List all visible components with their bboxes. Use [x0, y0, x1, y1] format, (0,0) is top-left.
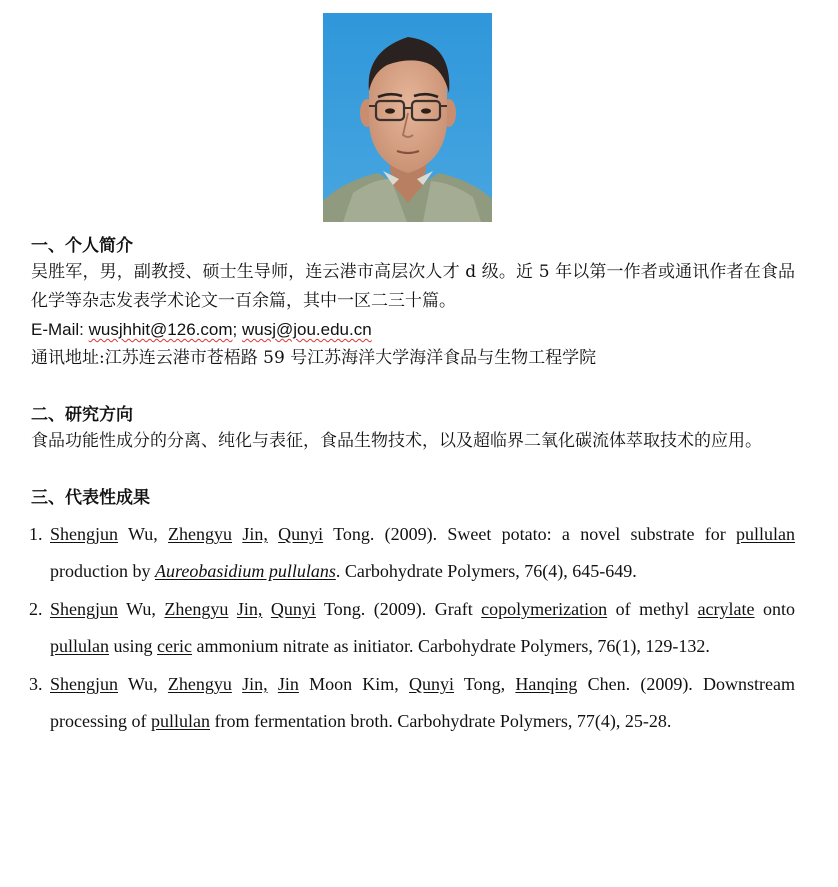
email-line	[31, 316, 795, 344]
publication-text: Tong,	[454, 674, 516, 694]
publication-item	[31, 591, 795, 665]
author-name: Zhengyu	[168, 524, 233, 544]
flagged-word: acrylate	[697, 599, 755, 619]
flagged-word: copolymerization	[481, 599, 608, 619]
bio-text: 吴胜军，男，副教授、硕士生导师，连云港市高层次人才 d 级。近 5 年以第一作者或通讯作者在食品化学等杂志发表学术论文一百余篇，其中一区二三十篇。	[31, 262, 795, 311]
publication-text	[232, 524, 242, 544]
publication-text	[268, 674, 278, 694]
flagged-word: pullulan	[736, 524, 796, 544]
publication-text: Wu,	[118, 674, 168, 694]
publication-text: . Carbohydrate Polymers, 76(4), 645-649.	[335, 561, 637, 581]
profile-content	[31, 234, 795, 741]
publication-text: using	[109, 636, 158, 656]
address-text: 江苏连云港市苍梧路 59 号江苏海洋大学海洋食品与生物工程学院	[104, 348, 597, 368]
publication-item	[31, 666, 795, 740]
profile-photo	[323, 13, 492, 222]
email-separator: ;	[232, 320, 242, 339]
publication-text: production by	[50, 561, 155, 581]
publication-text: Tong. (2009). Graft	[315, 599, 482, 619]
author-name: Jin,	[236, 599, 263, 619]
publication-text: ammonium nitrate as initiator. Carbohydrate Polymers, 76(1), 129-132.	[191, 636, 710, 656]
flagged-word: ceric	[157, 636, 192, 656]
publication-text: of methyl	[607, 599, 698, 619]
author-name: Hanqing	[515, 674, 578, 694]
portrait-image	[323, 13, 492, 222]
email-link-1[interactable]: wusjhhit@126.com	[88, 320, 233, 339]
author-name: Zhengyu	[167, 674, 232, 694]
publication-text	[268, 524, 278, 544]
flagged-word: pullulan	[50, 636, 109, 656]
publication-text	[228, 599, 236, 619]
publication-item	[31, 516, 795, 590]
species-name: Aureobasidium pullulans	[155, 561, 336, 581]
section-title-achievements: 三、代表性成果	[31, 488, 150, 508]
email-link-2[interactable]: wusj@jou.edu.cn	[241, 320, 372, 339]
publication-text: Tong. (2009). Sweet potato: a novel substrate for	[323, 524, 737, 544]
publication-text: from fermentation broth. Carbohydrate Polymers, 77(4), 25-28.	[209, 711, 672, 731]
address-line	[31, 344, 795, 373]
address-label: 通讯地址:	[31, 348, 105, 368]
author-name: Jin	[277, 674, 299, 694]
publication-text: Wu,	[118, 599, 165, 619]
section-title-profile: 一、个人简介	[31, 236, 133, 256]
author-name: Qunyi	[270, 599, 316, 619]
publication-text: onto	[754, 599, 795, 619]
author-name: Jin,	[242, 524, 268, 544]
publication-text: Chen. (2009). Downstream processing of	[50, 674, 796, 731]
author-name: Shengjun	[50, 524, 119, 544]
author-name: Shengjun	[50, 599, 119, 619]
publication-number: 2.	[29, 599, 43, 619]
email-label: E-Mail:	[31, 320, 89, 339]
publication-list	[31, 516, 795, 740]
publication-text	[232, 674, 242, 694]
publication-text: Wu,	[118, 524, 169, 544]
author-name: Qunyi	[409, 674, 455, 694]
publication-text	[262, 599, 270, 619]
section-title-research: 二、研究方向	[31, 405, 133, 425]
author-name: Shengjun	[50, 674, 119, 694]
publication-text: Moon Kim,	[298, 674, 410, 694]
author-name: Jin,	[242, 674, 268, 694]
research-text: 食品功能性成分的分离、纯化与表征，食品生物技术，以及超临界二氧化碳流体萃取技术的应用。	[31, 431, 762, 451]
publication-number: 3.	[29, 674, 43, 694]
author-name: Zhengyu	[164, 599, 229, 619]
author-name: Qunyi	[278, 524, 324, 544]
publication-number: 1.	[29, 524, 43, 544]
flagged-word: pullulan	[150, 711, 210, 731]
